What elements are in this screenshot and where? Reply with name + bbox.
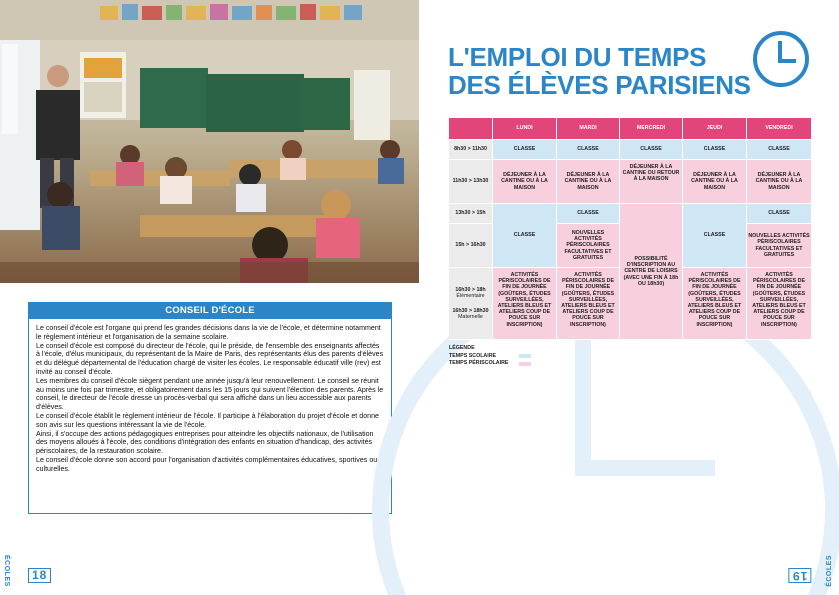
legend-periscolaire-label: TEMPS PÉRISCOLAIRE: [449, 360, 509, 366]
time-maternelle: 16h30 > 18h30: [452, 307, 489, 314]
classe-cell: CLASSE: [747, 204, 812, 224]
section-label-right: ÉCOLES: [826, 555, 833, 587]
classe-cell: CLASSE: [493, 204, 557, 268]
time-cell: 13h30 > 15h: [449, 204, 493, 224]
time-cell: 11h30 > 13h30: [449, 160, 493, 204]
dejeuner-cell: DÉJEUNER À LA CANTINE OU À LA MAISON: [683, 160, 747, 204]
classroom-photo: [0, 0, 419, 283]
classroom-illustration: [0, 0, 419, 283]
dejeuner-cell: DÉJEUNER À LA CANTINE OU À LA MAISON: [493, 160, 557, 204]
conseil-ecole-box: [28, 302, 392, 514]
schedule-table: [449, 118, 812, 340]
page-number-left: 18: [28, 568, 51, 583]
time-cell-end: [449, 268, 493, 340]
dejeuner-mercredi-cell: DÉJEUNER À LA CANTINE OU RETOUR À LA MAISON: [620, 160, 683, 204]
dejeuner-cell: DÉJEUNER À LA CANTINE OU À LA MAISON: [557, 160, 620, 204]
legend-scolaire-label: TEMPS SCOLAIRE: [449, 352, 497, 359]
legend-scolaire-swatch: [519, 354, 531, 358]
time-elementaire-sub: Élémentaire: [456, 293, 485, 300]
page-number-right: 19: [788, 568, 811, 583]
legend-row-scolaire: [449, 353, 531, 361]
paragraph: Le conseil d'école est composé du directeur de l'école, qui le préside, de l'ensemble des enseignants affectés à l'école, d'élus municipaux, du représentant de la Maire de Paris, des représentants élus des parents d'élèves et du délégué départemental de l'éducation chargé de visiter les écoles. Le responsable éducatif ville (rev) est invité au conseil d'école.: [36, 341, 384, 376]
dejeuner-cell: DÉJEUNER À LA CANTINE OU À LA MAISON: [747, 160, 812, 204]
day-header: JEUDI: [683, 118, 747, 140]
decorative-l-foot: [575, 460, 715, 476]
centre-loisirs-cell: POSSIBILITÉ D'INSCRIPTION AU CENTRE DE LOISIRS (AVEC UNE FIN À 18h OU 18h30): [620, 204, 683, 340]
legend-periscolaire-swatch: [519, 362, 531, 366]
classe-cell: CLASSE: [747, 140, 812, 160]
classe-cell: CLASSE: [557, 204, 620, 224]
title-line-1: L'EMPLOI DU TEMPS: [448, 42, 707, 72]
time-elementaire: 16h30 > 18h: [455, 287, 486, 294]
corner-cell: [449, 118, 493, 140]
day-header: MERCREDI: [620, 118, 683, 140]
classe-cell: CLASSE: [493, 140, 557, 160]
paragraph: Le conseil d'école est l'organe qui prend les grandes décisions dans la vie de l'école, et détermine notamment le règlement intérieur et l'organisation de la semaine scolaire.: [36, 324, 381, 341]
day-header: MARDI: [557, 118, 620, 140]
legend: [449, 345, 531, 368]
paragraph: Le conseil d'école établit le règlement intérieur de l'école. Il participe à l'élaboration du projet d'école et donne son avis sur les questions intéressant la vie de l'école.: [36, 411, 379, 429]
legend-row-periscolaire: [449, 360, 531, 368]
nap-cell: NOUVELLES ACTIVITÉS PÉRISCOLAIRES FACULTATIVES ET GRATUITES: [557, 224, 620, 268]
classe-cell: CLASSE: [683, 140, 747, 160]
clock-icon: [752, 30, 810, 88]
time-maternelle-sub: Maternelle: [458, 313, 483, 320]
classe-cell: CLASSE: [683, 204, 747, 268]
activites-cell: ACTIVITÉS PÉRISCOLAIRES DE FIN DE JOURNÉE (GOÛTERS, ÉTUDES SURVEILLÉES, ATELIERS BLEUS ET ATELIERS COUP DE POUCE SUR INSCRIPTION): [747, 268, 812, 340]
activites-cell: ACTIVITÉS PÉRISCOLAIRES DE FIN DE JOURNÉE (GOÛTERS, ÉTUDES SURVEILLÉES, ATELIERS BLEUS ET ATELIERS COUP DE POUCE SUR INSCRIPTION): [683, 268, 747, 340]
legend-title: LÉGENDE: [449, 345, 475, 351]
page-title: [448, 43, 751, 99]
classe-cell: CLASSE: [620, 140, 683, 160]
section-label-left: ÉCOLES: [3, 555, 10, 587]
paragraph: Le conseil d'école donne son accord pour l'organisation d'activités complémentaires éducatives, sportives ou culturelles.: [36, 455, 378, 473]
activites-cell: ACTIVITÉS PÉRISCOLAIRES DE FIN DE JOURNÉE (GOÛTERS, ÉTUDES SURVEILLÉES, ATELIERS BLEUS ET ATELIERS COUP DE POUCE SUR INSCRIPTION): [557, 268, 620, 340]
nap-cell: NOUVELLES ACTIVITÉS PÉRISCOLAIRES FACULTATIVES ET GRATUITES: [747, 224, 812, 268]
time-cell: 15h > 16h30: [449, 224, 493, 268]
title-line-2: DES ÉLÈVES PARISIENS: [448, 70, 751, 100]
conseil-ecole-title: CONSEIL D'ÉCOLE: [29, 303, 391, 319]
day-header: LUNDI: [493, 118, 557, 140]
day-header: VENDREDI: [747, 118, 812, 140]
activites-cell: ACTIVITÉS PÉRISCOLAIRES DE FIN DE JOURNÉE (GOÛTERS, ÉTUDES SURVEILLÉES, ATELIERS BLEUS ET ATELIERS COUP DE POUCE SUR INSCRIPTION): [493, 268, 557, 340]
classe-cell: CLASSE: [557, 140, 620, 160]
time-cell: 8h30 > 11h30: [449, 140, 493, 160]
conseil-ecole-body: [29, 319, 391, 474]
paragraph: Les membres du conseil d'école siègent pendant une année jusqu'à leur renouvellement. Le conseil se réunit au moins une fois par trimestre, et obligatoirement dans les 15 jours qui suivent l'élection des parents. Après le conseil, le directeur de l'école dresse un procès-verbal qui sera affiché dans un lieu accessible aux parents d'élèves.: [36, 376, 384, 412]
paragraph: Ainsi, il s'occupe des actions pédagogiques entreprises pour atteindre les objectifs nationaux, de l'utilisation des moyens alloués à l'école, des conditions d'intégration des enfants en situation d'handicap, des activités périscolaires, de la restauration scolaire.: [36, 429, 374, 456]
